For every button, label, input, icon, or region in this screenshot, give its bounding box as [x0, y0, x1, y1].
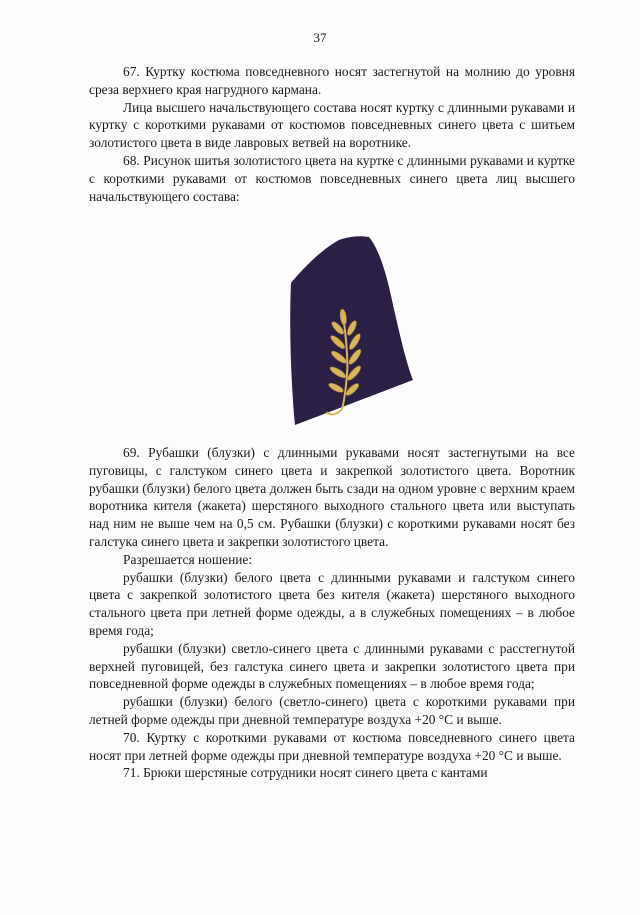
paragraph-allowed-item: рубашки (блузки) светло-синего цвета с длинными рукавами с расстегнутой верхней пуговицей, без галстука синего цвета и закрепки золотистого цвета при повседневной форме одежды в служебных помещениях – в любое время года;	[89, 640, 575, 692]
text-block-bottom	[89, 444, 575, 782]
paragraph-71: 71. Брюки шерстяные сотрудники носят синего цвета с кантами	[123, 765, 488, 781]
paragraph-69: 69. Рубашки (блузки) с длинными рукавами носят застегнутыми на все пуговицы, с галстуком синего цвета и закрепкой золотистого цвета. Воротник рубашки (блузки) белого цвета должен быть сзади на одном уровне с верхним краем воротника кителя (жакета) шерстяного выходного стального цвета или выступать над ним не выше чем на 0,5 см. Рубашки (блузки) с короткими рукавами носят без галстука синего цвета и закрепки золотистого цвета.	[89, 445, 575, 549]
paragraph-67-continued: Лица высшего начальствующего состава носят куртку с длинными рукавами и куртку с короткими рукавами от костюмов повседневных синего цвета с шитьем золотистого цвета в виде лавровых ветвей на воротнике.	[89, 99, 575, 151]
collar-embroidery-figure	[287, 235, 413, 427]
paragraph-allowed-item: рубашки (блузки) белого (светло-синего) цвета с короткими рукавами при летней форме одежды при дневной температуре воздуха +20 °С и выше.	[89, 694, 575, 727]
paragraph-67: 67. Куртку костюма повседневного носят застегнутой на молнию до уровня среза верхнего края нагрудного кармана.	[89, 64, 575, 97]
laurel-branch-collar-icon	[287, 235, 413, 427]
text-block-top	[89, 63, 575, 205]
paragraph-allowed-heading: Разрешается ношение:	[123, 551, 253, 567]
paragraph-allowed-item: рубашки (блузки) белого цвета с длинными рукавами и галстуком синего цвета с закрепкой золотистого цвета без кителя (жакета) шерстяного выходного стального цвета при летней форме одежды, а в служебных помещениях – в любое время года;	[89, 569, 575, 638]
page-number: 37	[313, 30, 327, 45]
paragraph-70: 70. Куртку с короткими рукавами от костюма повседневного синего цвета носят при летней форме одежды при дневной температуре воздуха +20 °С и выше.	[89, 729, 575, 763]
paragraph-68: 68. Рисунок шитья золотистого цвета на куртке с длинными рукавами и куртке с короткими рукавами от костюмов повседневных синего цвета лиц высшего начальствующего состава:	[89, 152, 575, 204]
